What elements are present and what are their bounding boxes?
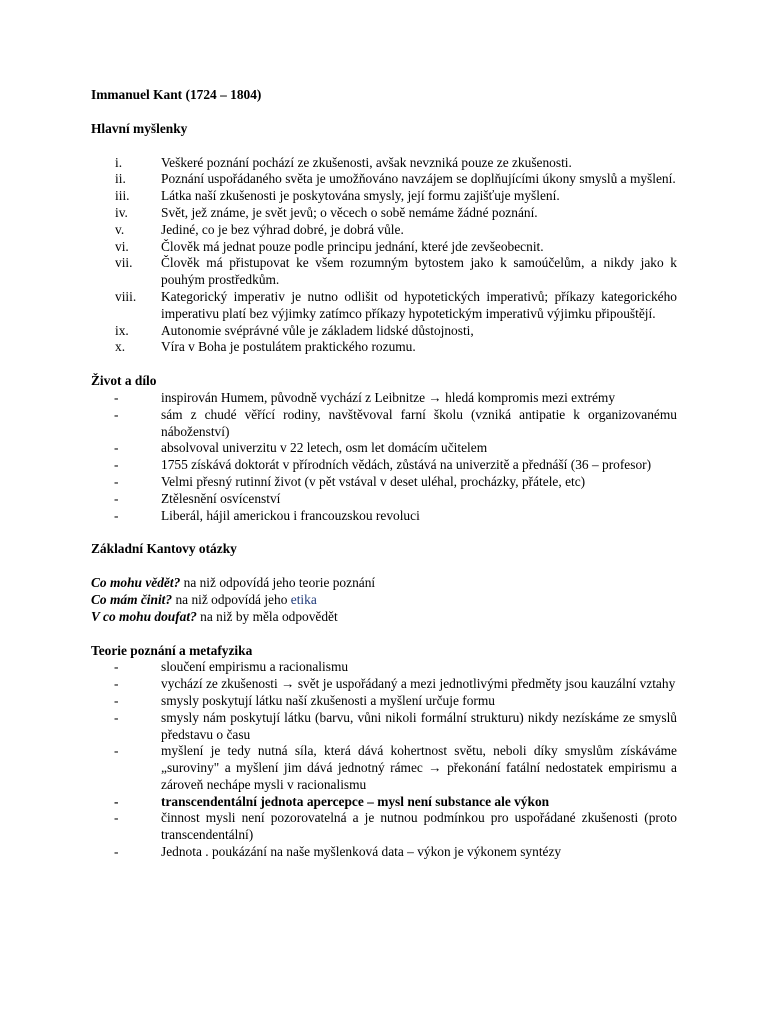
list-item: - 1755 získává doktorát v přírodních vědách, zůstává na univerzitě a přednáší (36 – profesor) [114,457,652,473]
page-content [91,87,677,861]
list-item: - Jednota . poukázání na naše myšlenková data – výkon je výkonem syntézy [114,844,562,860]
list-item: viii. Kategorický imperativ je nutno odlišit od hypotetických imperativů; příkazy kategorického imperativu platí bez výjimky zatímco příkazy hypotetickým imperativů výjimku připouštějí. [115,288,677,321]
main-ideas-list [91,155,677,357]
document-title: Immanuel Kant (1724 – 1804) [91,87,262,102]
list-item: - sloučení empirismu a racionalismu [114,659,349,675]
list-item: - smysly poskytují látku naší zkušenosti a myšlení určuje formu [114,692,495,708]
list-item: - Ztělesnění osvícenství [114,490,281,506]
list-item: i. Veškeré poznání pochází ze zkušenosti, avšak nevzniká pouze ze zkušenosti. [115,154,572,170]
list-item: - transcendentální jednota apercepce – mysl není substance ale výkon [114,793,550,809]
list-item: - myšlení je tedy nutná síla, která dává kohertnost světu, neboli díky smyslům získáváme „suroviny" a myšlení jim dává jednotný rámec → překonání fatální nedostatek empirismu a zároveň nechápe mysli v racionalismu [114,743,677,792]
question-line: Co mám činit? na niž odpovídá jeho etika [91,591,317,607]
list-item: ii. Poznání uspořádaného světa je umožňováno navzájem se doplňujícími úkony smyslů a myšlení. [115,171,676,187]
list-item: iv. Svět, jež známe, je svět jevů; o věcech o sobě nemáme žádné poznání. [115,204,538,220]
list-item: - absolvoval univerzitu v 22 letech, osm let domácím učitelem [114,440,488,456]
list-item: - inspirován Humem, původně vychází z Leibnitze → hledá kompromis mezi extrémy [114,389,616,405]
question-line: V co mohu doufat? na niž by měla odpovědět [91,608,338,624]
life-list [91,390,677,524]
list-item: vi. Člověk má jednat pouze podle principu jednání, které jde zevšeobecnit. [115,238,544,254]
list-item: - vychází ze zkušenosti → svět je uspořádaný a mezi jednotlivými předměty jsou kauzální vztahy [114,676,676,692]
list-item: - činnost mysli není pozorovatelná a je nutnou podmínkou pro uspořádané zkušenosti (proto transcendentální) [114,810,677,843]
list-item: iii. Látka naší zkušenosti je poskytována smysly, její formu zajišťuje myšlení. [115,188,560,204]
list-item: v. Jediné, co je bez výhrad dobré, je dobrá vůle. [115,221,404,237]
list-item: - Velmi přesný rutinní život (v pět vstával v deset uléhal, procházky, přátele, etc) [114,473,586,489]
life-heading: Život a dílo [91,373,157,389]
theory-heading: Teorie poznání a metafyzika [91,642,253,658]
theory-list [91,659,677,861]
list-item: - sám z chudé věřící rodiny, navštěvoval farní školu (vzniká antipatie k organizovanému náboženství) [114,406,677,439]
list-item: vii. Člověk má přistupovat ke všem rozumným bytostem jako k samoúčelům, a nikdy jako k pouhým prostředkům. [115,255,677,288]
list-item: - Liberál, hájil americkou i francouzskou revoluci [114,507,420,523]
list-item: ix. Autonomie svéprávné vůle je základem lidské důstojnosti, [115,322,474,338]
ethics-link[interactable]: etika [290,591,317,607]
main-ideas-heading: Hlavní myšlenky [91,120,188,136]
question-line: Co mohu vědět? na niž odpovídá jeho teorie poznání [91,575,376,591]
list-item: x. Víra v Boha je postulátem praktického rozumu. [115,339,416,355]
questions-heading: Základní Kantovy otázky [91,541,237,557]
list-item: - smysly nám poskytují látku (barvu, vůni nikoli formální strukturu) nikdy nezískáme ze smyslů představu o času [114,709,677,742]
